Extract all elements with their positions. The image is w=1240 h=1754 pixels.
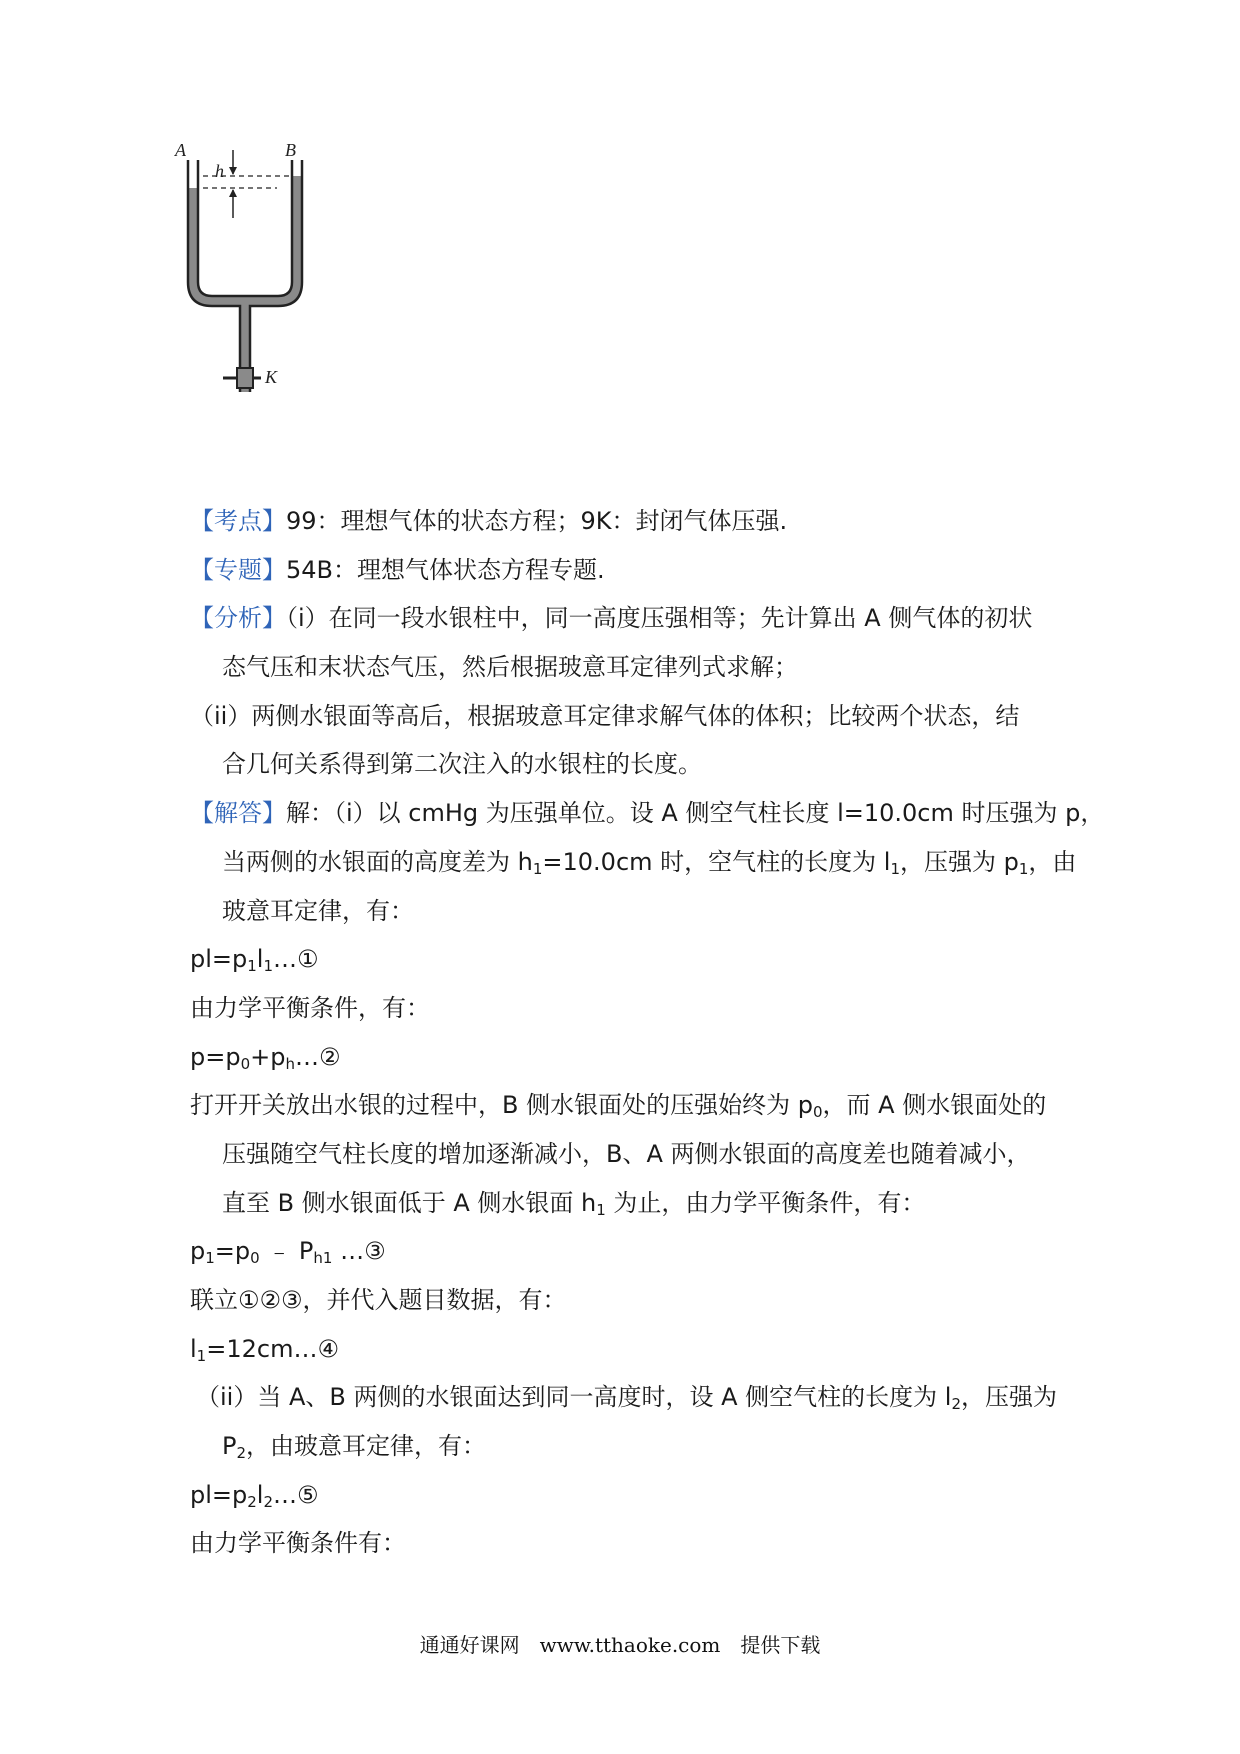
para-part: ，压强为: [961, 1383, 1057, 1412]
kaodian-text: 99：理想气体的状态方程；9K：封闭气体压强.: [286, 507, 788, 535]
kaodian-line: [190, 497, 1070, 546]
zhuanti-tag: 【专题】: [190, 555, 286, 584]
jieda-line-2-part: =10.0cm 时，空气柱的长度为 l: [542, 847, 891, 876]
jieda-line-2: [190, 838, 1077, 887]
fenxi-text-1: （i）在同一段水银柱中，同一高度压强相等；先计算出 A 侧气体的初状: [286, 604, 1033, 633]
jieda-line-3: 玻意耳定律，有：: [222, 896, 414, 925]
fenxi-line-2: 态气压和末状态气压，然后根据玻意耳定律列式求解；: [222, 653, 798, 682]
valve-body: [237, 368, 253, 388]
zhuanti-line: [190, 546, 1070, 595]
fenxi-line-4: 合几何关系得到第二次注入的水银柱的长度。: [222, 750, 702, 779]
combine-line: 联立①②③，并代入题目数据，有：: [190, 1286, 567, 1314]
fenxi-line-1: [190, 594, 1070, 643]
equation-4: [190, 1325, 1070, 1374]
para4-line-2: [190, 1422, 1070, 1471]
arrow-down-head: [229, 167, 237, 175]
equation-2: [190, 1033, 1070, 1082]
solution-content: [190, 497, 1105, 1568]
para-part: ，而 A 侧水银面处的: [822, 1091, 1047, 1120]
para3-line-3: [190, 1179, 1070, 1228]
label-b: B: [285, 140, 296, 160]
arrow-up-head: [229, 189, 237, 197]
jieda-line-2-part: ，由: [1028, 847, 1077, 876]
para-part: （ii）当 A、B 两侧的水银面达到同一高度时，设 A 侧空气柱的长度为 l: [196, 1383, 952, 1412]
jieda-tag: 【解答】: [190, 799, 286, 828]
eq-part: …②: [294, 1042, 341, 1071]
subscript: 2: [951, 1395, 961, 1414]
para-part: ，由玻意耳定律，有：: [246, 1432, 487, 1461]
equation-3: [190, 1227, 1070, 1276]
subscript: 1: [532, 859, 543, 878]
para-part: 为止，由力学平衡条件，有：: [605, 1188, 926, 1217]
subscript: 1: [890, 859, 900, 878]
subscript: h: [285, 1054, 295, 1073]
eq-part: …①: [273, 945, 319, 974]
jieda-line-2-part: 当两侧的水银面的高度差为 h: [222, 847, 533, 876]
label-k: K: [265, 367, 278, 387]
para-part: 直至 B 侧水银面低于 A 侧水银面 h: [222, 1188, 597, 1217]
jieda-line-1: [190, 789, 1105, 838]
u-tube-diagram: [175, 140, 345, 450]
eq-part: l: [256, 945, 264, 974]
page-footer: 通通好课网 www.tthaoke.com 提供下载: [419, 1633, 821, 1657]
eq-part: =12cm…④: [206, 1334, 339, 1363]
subscript: h1: [313, 1249, 333, 1268]
subscript: 2: [263, 1492, 274, 1511]
eq-part: l: [190, 1334, 197, 1363]
para3-line-1: [190, 1081, 1070, 1130]
subscript: 2: [247, 1492, 257, 1511]
subscript: 0: [240, 1054, 251, 1073]
eq-part: p=p: [190, 1042, 241, 1071]
balance-line-1: 由力学平衡条件，有：: [190, 993, 430, 1022]
eq-part: ﹣ P: [259, 1237, 314, 1266]
subscript: 1: [1018, 859, 1029, 878]
fenxi-line-3: （ii）两侧水银面等高后，根据玻意耳定律求解气体的体积；比较两个状态，结: [190, 701, 1020, 730]
mercury-fill: [188, 176, 302, 392]
para3-line-2: 压强随空气柱长度的增加逐渐减小，B、A 两侧水银面的高度差也随着减小，: [222, 1139, 1031, 1168]
eq-part: …③: [332, 1237, 386, 1266]
eq-part: pl=p: [190, 945, 248, 974]
subscript: 1: [205, 1249, 215, 1268]
para4-line-1: [190, 1373, 1070, 1422]
label-h: h: [215, 161, 224, 181]
label-a: A: [175, 140, 186, 160]
para-part: 打开开关放出水银的过程中，B 侧水银面处的压强始终为 p: [190, 1091, 813, 1120]
para-part: P: [222, 1432, 237, 1461]
eq-part: +p: [250, 1042, 286, 1071]
jieda-text-1: 解：（i）以 cmHg 为压强单位。设 A 侧空气柱长度 l=10.0cm 时压强为 p，: [286, 799, 1105, 828]
subscript: 0: [812, 1103, 823, 1122]
equation-5: [190, 1471, 1070, 1520]
eq-part: …⑤: [273, 1480, 319, 1509]
eq-part: pl=p: [190, 1480, 248, 1509]
subscript: 0: [250, 1249, 260, 1268]
eq-part: l: [256, 1480, 264, 1509]
u-tube-figure: [175, 140, 345, 450]
kaodian-tag: 【考点】: [190, 507, 286, 535]
subscript: 1: [263, 957, 274, 976]
eq-part: p: [190, 1237, 206, 1266]
fenxi-tag: 【分析】: [190, 604, 286, 633]
balance-line-2: 由力学平衡条件有：: [190, 1529, 406, 1558]
subscript: 2: [236, 1444, 247, 1463]
subscript: 1: [596, 1200, 606, 1219]
zhuanti-text: 54B：理想气体状态方程专题.: [286, 555, 605, 584]
subscript: 1: [196, 1346, 207, 1365]
eq-part: =p: [214, 1237, 251, 1266]
subscript: 1: [247, 957, 257, 976]
jieda-line-2-part: ，压强为 p: [899, 847, 1019, 876]
equation-1: [190, 935, 1070, 984]
